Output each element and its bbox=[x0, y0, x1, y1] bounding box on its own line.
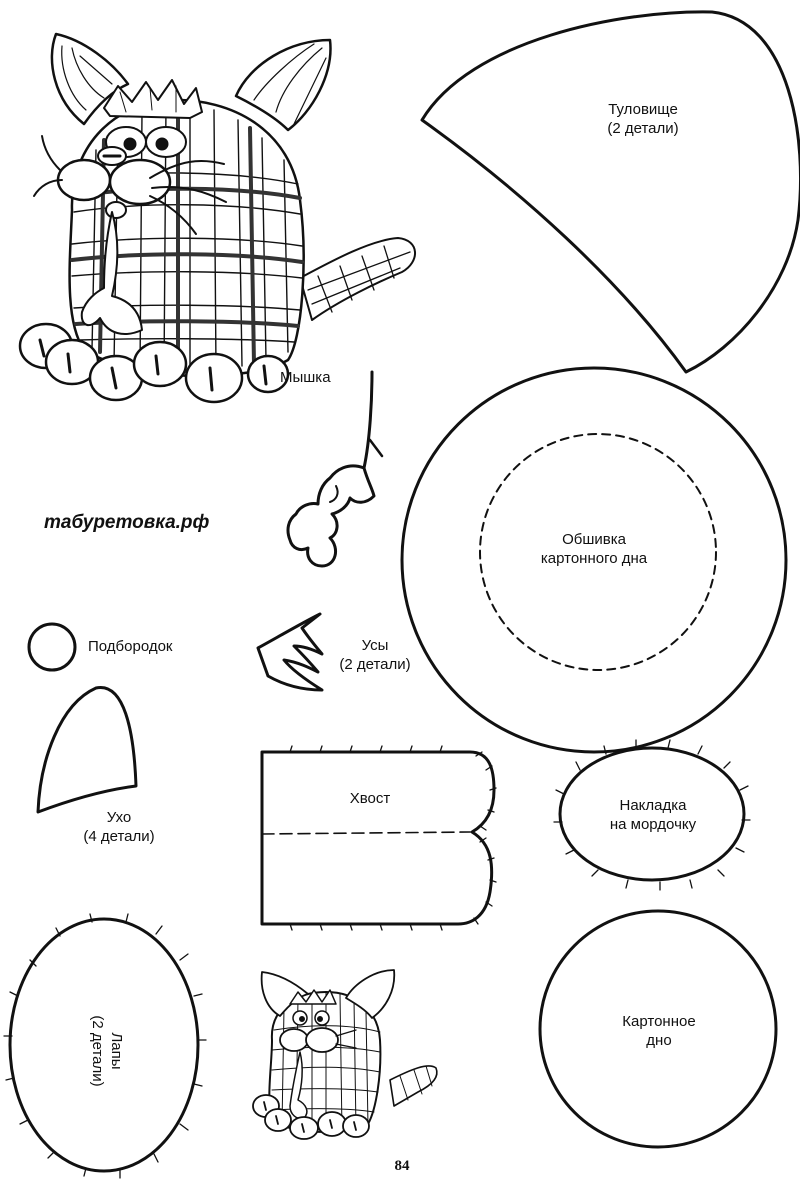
muzzle-patch-label-line1: Накладка bbox=[619, 797, 687, 814]
ear-label-line2: (4 детали) bbox=[83, 828, 155, 845]
body-part-label bbox=[578, 100, 708, 138]
cardboard-bottom-label-line1: Картонное bbox=[622, 1013, 696, 1030]
whiskers-label-line1: Усы bbox=[361, 637, 389, 654]
mouse-pattern-piece bbox=[288, 372, 382, 566]
chin-label-line1: Подбородок bbox=[88, 638, 173, 655]
muzzle-patch-label-line2: на мордочку bbox=[609, 816, 697, 833]
bottom-cover-label bbox=[514, 530, 674, 568]
paws-label bbox=[88, 996, 126, 1106]
cardboard-bottom-label-line2: дно bbox=[646, 1032, 672, 1049]
ear-label bbox=[64, 808, 174, 846]
cardboard-bottom-label bbox=[594, 1012, 724, 1050]
whiskers-label-line2: (2 детали) bbox=[339, 656, 411, 673]
tail-pattern-piece bbox=[262, 746, 496, 930]
plaid-cat-illustration bbox=[20, 34, 415, 402]
ear-label-line1: Ухо bbox=[106, 809, 132, 826]
whiskers-pattern-piece bbox=[258, 614, 322, 690]
bottom-cover-label-line1: Обшивка bbox=[562, 531, 626, 548]
mouse-label-line1: Мышка bbox=[280, 369, 331, 386]
body-part-label-line2: (2 детали) bbox=[607, 120, 679, 137]
website-url: табуретовка.рф bbox=[44, 512, 210, 533]
paws-label-line1: Лапы bbox=[108, 1032, 125, 1070]
mouse-label bbox=[280, 368, 344, 387]
paws-label-line2: (2 детали) bbox=[89, 1015, 106, 1087]
muzzle-patch-label bbox=[586, 796, 720, 834]
ear-pattern-piece bbox=[38, 687, 136, 812]
small-plaid-cat-illustration bbox=[253, 970, 437, 1139]
chin-pattern-piece bbox=[29, 624, 75, 670]
chin-label bbox=[88, 637, 208, 656]
tail-label bbox=[330, 789, 410, 808]
whiskers-label bbox=[320, 636, 430, 674]
torso-pattern-piece bbox=[422, 12, 800, 372]
bottom-cover-label-line2: картонного дна bbox=[540, 550, 648, 567]
body-part-label-line1: Туловище bbox=[608, 101, 678, 118]
page-number: 84 bbox=[394, 1158, 410, 1174]
tail-label-line1: Хвост bbox=[349, 790, 391, 807]
